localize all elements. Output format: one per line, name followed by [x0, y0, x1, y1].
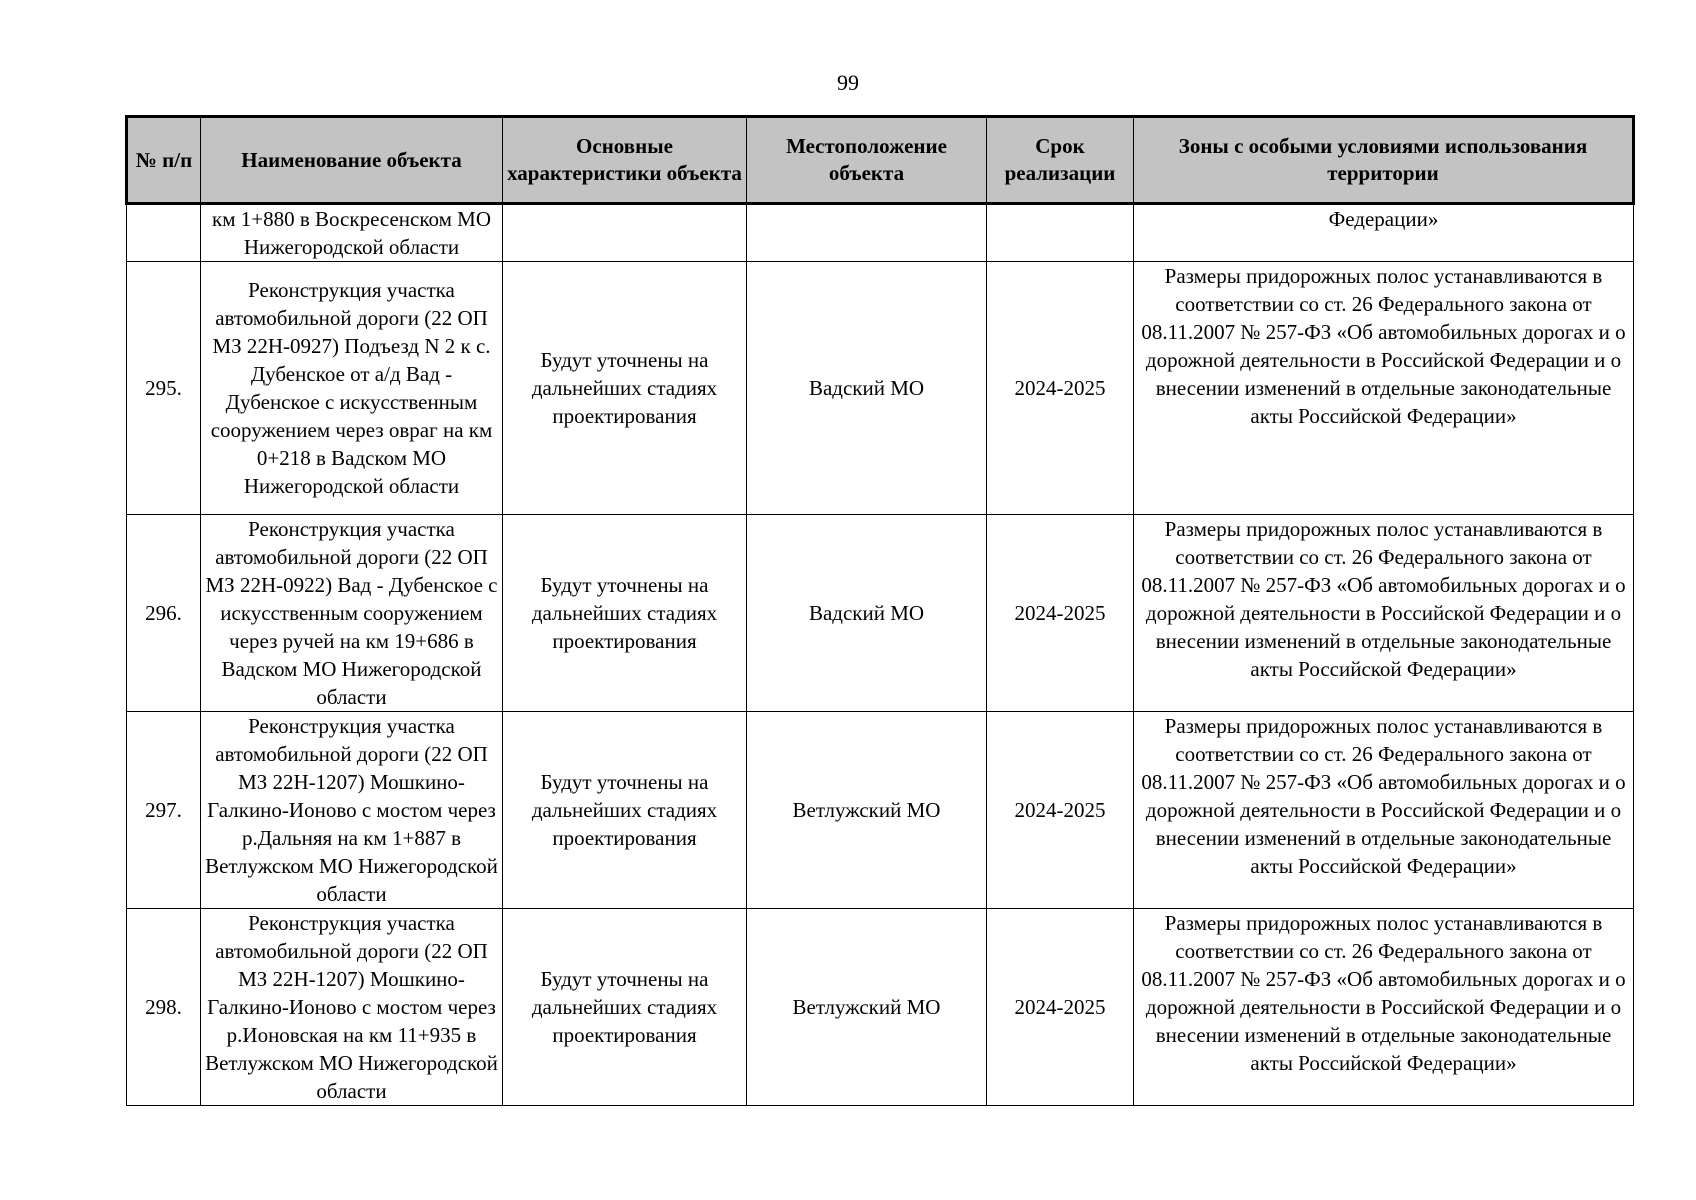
header-zones: Зоны с особыми условиями использования территории	[1134, 117, 1634, 204]
cell-characteristics: Будут уточнены на дальнейших стадиях проектирования	[503, 909, 747, 1106]
cell-zones: Размеры придорожных полос устанавливаются в соответствии со ст. 26 Федерального закона от 08.11.2007 № 257-ФЗ «Об автомобильных дорогах и о дорожной деятельности в Российской Федерации и о внесении изменений в отдельные законодательные акты Российской Федерации»	[1134, 909, 1634, 1106]
cell-characteristics: Будут уточнены на дальнейших стадиях проектирования	[503, 515, 747, 712]
cell-zones: Размеры придорожных полос устанавливаются в соответствии со ст. 26 Федерального закона от 08.11.2007 № 257-ФЗ «Об автомобильных дорогах и о дорожной деятельности в Российской Федерации и о внесении изменений в отдельные законодательные акты Российской Федерации»	[1134, 262, 1634, 515]
cell-term	[987, 204, 1134, 262]
cell-location: Ветлужский МО	[747, 712, 987, 909]
objects-table	[125, 115, 1635, 1106]
table-row	[127, 262, 1634, 515]
header-characteristics: Основные характеристики объекта	[503, 117, 747, 204]
table-row	[127, 909, 1634, 1106]
header-location: Местоположение объекта	[747, 117, 987, 204]
table-row-continuation	[127, 204, 1634, 262]
cell-num: 295.	[127, 262, 201, 515]
cell-term: 2024-2025	[987, 262, 1134, 515]
cell-characteristics	[503, 204, 747, 262]
cell-zones: Размеры придорожных полос устанавливаются в соответствии со ст. 26 Федерального закона от 08.11.2007 № 257-ФЗ «Об автомобильных дорогах и о дорожной деятельности в Российской Федерации и о внесении изменений в отдельные законодательные акты Российской Федерации»	[1134, 712, 1634, 909]
cell-name: Реконструкция участка автомобильной дороги (22 ОП МЗ 22Н-0927) Подъезд N 2 к с. Дубенское от а/д Вад - Дубенское с искусственным сооружением через овраг на км 0+218 в Вадском МО Нижегородской области	[201, 262, 503, 515]
cell-term: 2024-2025	[987, 909, 1134, 1106]
cell-characteristics: Будут уточнены на дальнейших стадиях проектирования	[503, 712, 747, 909]
cell-zones: Федерации»	[1134, 204, 1634, 262]
cell-location: Ветлужский МО	[747, 909, 987, 1106]
cell-term: 2024-2025	[987, 515, 1134, 712]
cell-zones: Размеры придорожных полос устанавливаются в соответствии со ст. 26 Федерального закона от 08.11.2007 № 257-ФЗ «Об автомобильных дорогах и о дорожной деятельности в Российской Федерации и о внесении изменений в отдельные законодательные акты Российской Федерации»	[1134, 515, 1634, 712]
table-row	[127, 712, 1634, 909]
cell-term: 2024-2025	[987, 712, 1134, 909]
table-header	[127, 117, 1634, 204]
cell-name: Реконструкция участка автомобильной дороги (22 ОП МЗ 22Н-1207) Мошкино-Галкино-Ионово с мостом через р.Ионовская на км 11+935 в Ветлужском МО Нижегородской области	[201, 909, 503, 1106]
cell-num	[127, 204, 201, 262]
cell-name: км 1+880 в Воскресенском МО Нижегородской области	[201, 204, 503, 262]
table-row	[127, 515, 1634, 712]
cell-name: Реконструкция участка автомобильной дороги (22 ОП МЗ 22Н-1207) Мошкино-Галкино-Ионово с мостом через р.Дальняя на км 1+887 в Ветлужском МО Нижегородской области	[201, 712, 503, 909]
page-number: 99	[837, 70, 859, 95]
header-term: Срок реализации	[987, 117, 1134, 204]
cell-characteristics: Будут уточнены на дальнейших стадиях проектирования	[503, 262, 747, 515]
table-body	[127, 204, 1634, 1106]
header-row	[127, 117, 1634, 204]
cell-num: 298.	[127, 909, 201, 1106]
cell-location	[747, 204, 987, 262]
cell-location: Вадский МО	[747, 262, 987, 515]
header-name: Наименование объекта	[201, 117, 503, 204]
cell-name: Реконструкция участка автомобильной дороги (22 ОП МЗ 22Н-0922) Вад - Дубенское с искусственным сооружением через ручей на км 19+686 в Вадском МО Нижегородской области	[201, 515, 503, 712]
cell-num: 296.	[127, 515, 201, 712]
cell-num: 297.	[127, 712, 201, 909]
cell-location: Вадский МО	[747, 515, 987, 712]
header-num: № п/п	[127, 117, 201, 204]
